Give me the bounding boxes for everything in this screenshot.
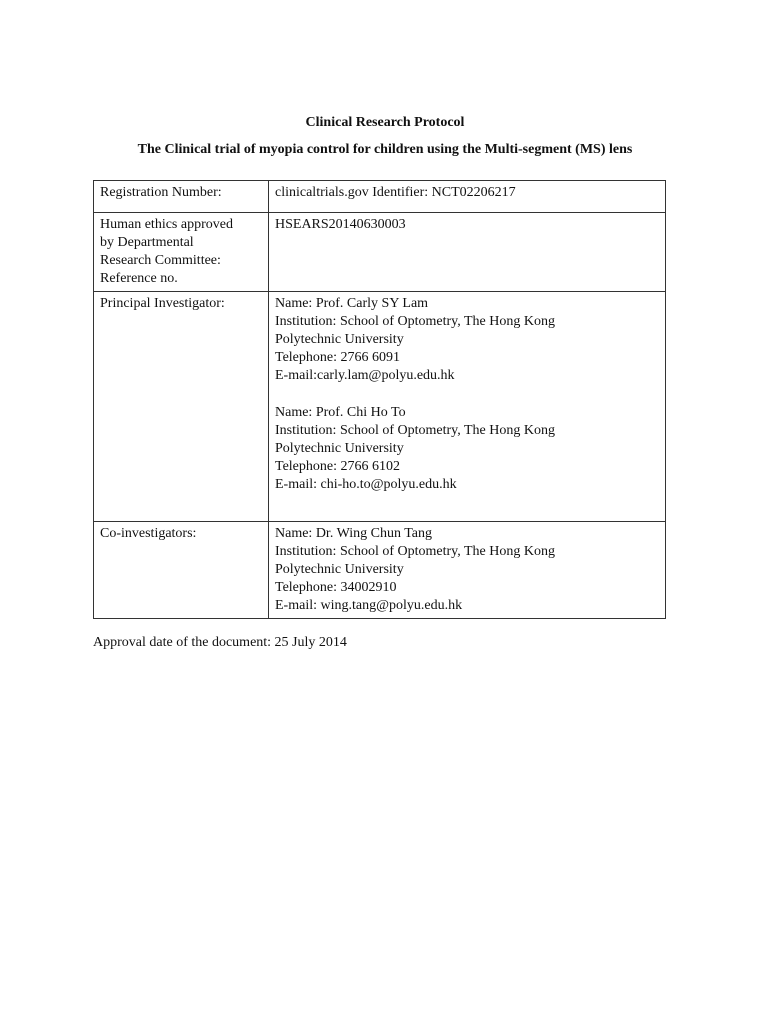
principal-investigator-details: [269, 292, 666, 522]
investigator-telephone: Telephone: 2766 6102: [275, 459, 400, 474]
table-row-principal-investigator: [94, 292, 666, 522]
ethics-label-line: Human ethics approved: [100, 217, 233, 232]
ethics-label-line: by Departmental: [100, 235, 194, 250]
investigator-institution: Polytechnic University: [275, 332, 404, 347]
investigator-email: E-mail:carly.lam@polyu.edu.hk: [275, 368, 455, 383]
document-subtitle: The Clinical trial of myopia control for children using the Multi-segment (MS) lens: [137, 142, 633, 157]
table-row-ethics: [94, 213, 666, 292]
co-investigator-email: E-mail: wing.tang@polyu.edu.hk: [275, 598, 463, 613]
protocol-info-table: [93, 180, 666, 619]
ethics-label-line: Reference no.: [100, 271, 178, 286]
co-investigators-details: [269, 522, 666, 619]
registration-value: clinicaltrials.gov Identifier: NCT02206217: [269, 181, 666, 213]
investigator-email: E-mail: chi-ho.to@polyu.edu.hk: [275, 477, 457, 492]
investigator-institution: Institution: School of Optometry, The Hong Kong: [275, 423, 555, 438]
co-investigator-telephone: Telephone: 34002910: [275, 580, 397, 595]
ethics-label: [94, 213, 269, 292]
approval-date: Approval date of the document: 25 July 2014: [93, 635, 347, 650]
investigator-block: [275, 404, 659, 494]
investigator-name: Name: Prof. Chi Ho To: [275, 405, 406, 420]
investigator-telephone: Telephone: 2766 6091: [275, 350, 400, 365]
investigator-institution: Polytechnic University: [275, 441, 404, 456]
investigator-institution: Institution: School of Optometry, The Hong Kong: [275, 314, 555, 329]
document-title: Clinical Research Protocol: [305, 115, 465, 130]
ethics-label-line: Research Committee:: [100, 253, 221, 268]
spacer: [275, 385, 659, 404]
co-investigator-name: Name: Dr. Wing Chun Tang: [275, 526, 432, 541]
co-investigator-institution: Institution: School of Optometry, The Hong Kong: [275, 544, 555, 559]
co-investigators-label: Co-investigators:: [94, 522, 269, 619]
co-investigator-institution: Polytechnic University: [275, 562, 404, 577]
table-row-co-investigators: [94, 522, 666, 619]
investigator-block: [275, 295, 659, 385]
registration-label: Registration Number:: [94, 181, 269, 213]
principal-investigator-label: Principal Investigator:: [94, 292, 269, 522]
investigator-name: Name: Prof. Carly SY Lam: [275, 296, 429, 311]
ethics-value: HSEARS20140630003: [269, 213, 666, 292]
table-row-registration: [94, 181, 666, 213]
